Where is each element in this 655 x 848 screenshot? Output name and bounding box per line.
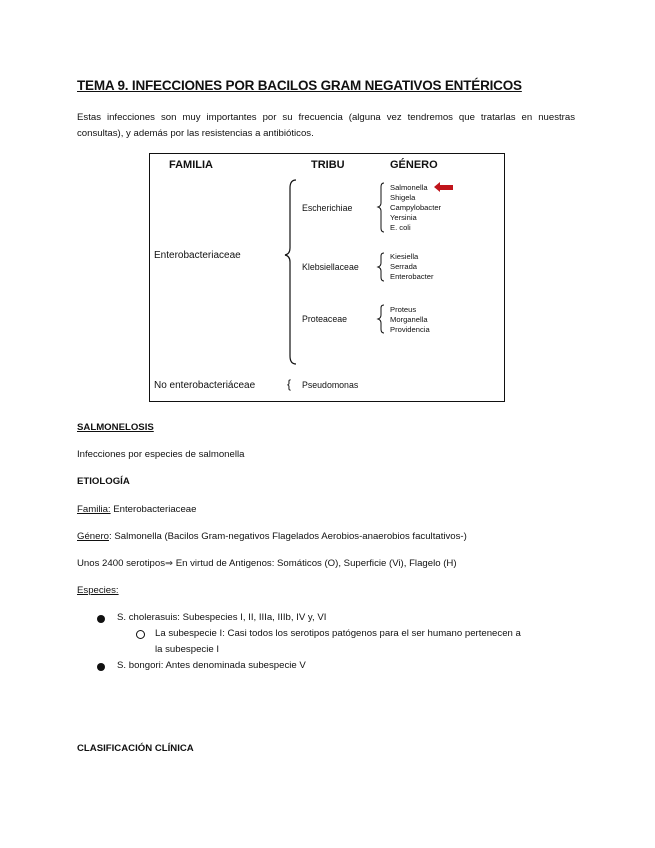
heading-etiologia: ETIOLOGÍA [77,476,130,487]
genero-line [77,531,467,542]
genus-item: Enterobacter [390,272,434,281]
family-no-enterobacteriaceae: No enterobacteriáceae [154,380,256,391]
genus-item: Kiesiella [390,252,419,261]
bullet-cholerasuis: S. cholerasuis: Subespecies I, II, IIIa, IIIb, IV y, VI [117,612,327,623]
tribe-escherichiae: Escherichiae [302,203,353,213]
subspecies-line-1: La subespecie I: Casi todos los serotipos patógenos para el ser humano pertenecen a [155,628,521,639]
tribe-proteaceae: Proteaceae [302,314,347,324]
heading-salmonelosis: SALMONELOSIS [77,422,154,433]
genus-item: Yersinia [390,213,417,222]
serotipos-line: Unos 2400 serotipos⇒ En virtud de Antigenos: Somáticos (O), Superficie (Vi), Flagelo (H) [77,558,457,569]
genus-item: Providencia [390,325,430,334]
genus-item: Salmonella [390,183,428,192]
genus-list-escherichiae [390,183,441,233]
heading-clasificacion: CLASIFICACIÓN CLÍNICA [77,743,194,754]
salmonelosis-text: Infecciones por especies de salmonella [77,449,245,460]
bullet-icon [97,663,105,671]
genus-item: Campylobacter [390,203,442,212]
genus-item: E. coli [390,223,411,232]
familia-label: Familia: [77,504,111,515]
bullet-bongori: S. bongori: Antes denominada subespecie V [117,660,306,671]
brace-other: { [287,377,292,391]
familia-value: Enterobacteriaceae [110,504,197,515]
bullet-icon [97,615,105,623]
brace-proteaceae [378,305,384,333]
genus-item: Proteus [390,305,417,314]
circle-bullet-icon [136,630,145,639]
page-title: TEMA 9. INFECCIONES POR BACILOS GRAM NEGATIVOS ENTÉRICOS [77,78,522,93]
especies-label: Especies: [77,585,119,596]
intro-paragraph: Estas infecciones son muy importantes por su frecuencia (alguna vez tendremos que tratarlas en nuestras consultas), y además por las resistencias a antibióticos. [77,112,575,139]
subspecies-line-2: la subespecie I [155,644,219,655]
genus-item: Serrada [390,262,418,271]
classification-figure [149,153,505,402]
family-enterobacteriaceae: Enterobacteriaceae [154,250,241,261]
familia-line [77,504,196,515]
brace-klebsiellaceae [378,253,384,281]
figure-braces [150,154,506,403]
brace-escherichiae [378,183,384,232]
genus-item: Morganella [390,315,428,324]
genus-list-klebsiellaceae [390,252,433,282]
genero-label: Género [77,531,109,542]
tribe-klebsiellaceae: Klebsiellaceae [302,262,359,272]
genus-item: Shigela [390,193,416,202]
genus-list-proteaceae [390,305,430,335]
header-genero: GÉNERO [390,159,438,171]
header-familia: FAMILIA [169,159,213,171]
tribe-pseudomonas: Pseudomonas [302,380,359,390]
header-tribu: TRIBU [311,159,345,171]
brace-family [285,180,296,364]
genero-value: : Salmonella (Bacilos Gram-negativos Flagelados Aerobios-anaerobios facultativos-) [109,531,467,542]
